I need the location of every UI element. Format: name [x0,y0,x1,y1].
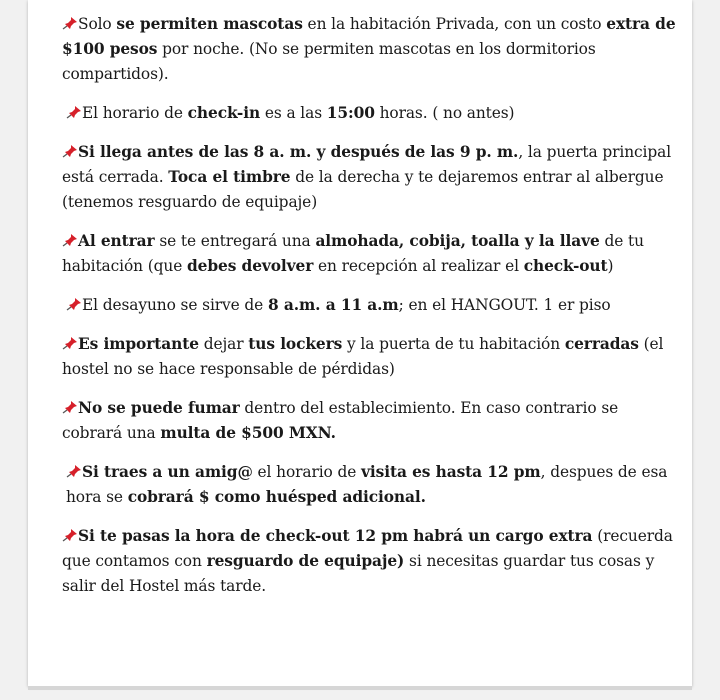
rule-text: El horario de [82,104,188,122]
rule-bold-text: visita es hasta 12 pm [361,463,541,481]
pushpin-icon [62,400,78,414]
rule-bold-text: Toca el timbre [168,168,291,186]
pushpin-icon [62,16,78,30]
rule-bold-text: Es importante [78,335,199,353]
rule-bold-text: No se puede fumar [78,399,240,417]
pushpin-icon [62,336,78,350]
rule-text: horas. ( no antes) [374,104,515,122]
rule-bold-text: Si te pasas la hora de check-out 12 pm habrá un cargo extra [78,527,593,545]
rule-text: de la derecha y te dejaremos entrar al albergue (tenemos resguardo de equipaje) [62,168,664,211]
rule-text: es a las [260,104,327,122]
pushpin-icon [62,233,78,247]
page-bottom-edge [28,686,692,690]
rule-text: el horario de [252,463,362,481]
rule-bold-text: cerradas [564,335,639,353]
rule-text: en recepción al realizar el [313,257,524,275]
rule-bold-text: Si llega antes de las 8 a. m. y después de las 9 p. m. [78,143,519,161]
rule-bold-text: multa de $500 MXN. [160,424,336,442]
pushpin-icon [62,528,78,542]
rule-text: , la puerta principal está cerrada. [62,143,672,186]
rule-bold-text: resguardo de equipaje) [206,552,405,570]
rule-bold-text: extra de $100 pesos [62,15,676,58]
pushpin-icon [66,105,82,119]
rule-text: dejar [198,335,249,353]
rule-text: El desayuno se sirve de [82,296,268,314]
rule-text: y la puerta de tu habitación [342,335,565,353]
rule-bold-text: 15:00 [326,104,375,122]
rule-bold-text: se permiten mascotas [116,15,303,33]
rule-text: se te entregará una [154,232,316,250]
rule-text: dentro del establecimiento. En caso contrario se cobrará una [62,399,619,442]
rule-bold-text: check-in [187,104,261,122]
pushpin-icon [66,464,82,478]
rule-text: , despues de esa hora se [66,463,668,506]
rule-text: por noche. (No se permiten mascotas en los dormitorios compartidos). [62,40,596,83]
rule-text: si necesitas guardar tus cosas y salir del Hostel más tarde. [62,552,655,595]
rule-bold-text: check-out [523,257,608,275]
rule-bold-text: tus lockers [248,335,343,353]
rule-text: en la habitación Privada, con un costo [302,15,607,33]
rule-text: Solo [78,15,117,33]
rule-bold-text: almohada, cobija, toalla y la llave [315,232,600,250]
pushpin-icon [66,297,82,311]
rule-text: ; en el HANGOUT. 1 er piso [398,296,611,314]
rule-text: ) [607,257,614,275]
rule-text: (el hostel no se hace responsable de pérdidas) [62,335,664,378]
rule-item [62,229,678,279]
rule-item [62,460,678,510]
rule-item [62,12,678,87]
rule-bold-text: Si traes a un amig@ [82,463,253,481]
rule-text: de tu habitación (que [62,232,644,275]
rule-item [62,396,678,446]
rule-text: (recuerda que contamos con [62,527,673,570]
rule-item [62,524,678,599]
pushpin-icon [62,144,78,158]
rule-item [62,293,678,318]
rule-bold-text: Al entrar [78,232,155,250]
rule-bold-text: debes devolver [187,257,314,275]
rule-item [62,140,678,215]
rule-item [62,101,678,126]
house-rules-list [62,12,678,613]
document-page [28,0,692,686]
rule-bold-text: 8 a.m. a 11 a.m [268,296,399,314]
rule-item [62,332,678,382]
rule-bold-text: cobrará $ como huésped adicional. [127,488,426,506]
